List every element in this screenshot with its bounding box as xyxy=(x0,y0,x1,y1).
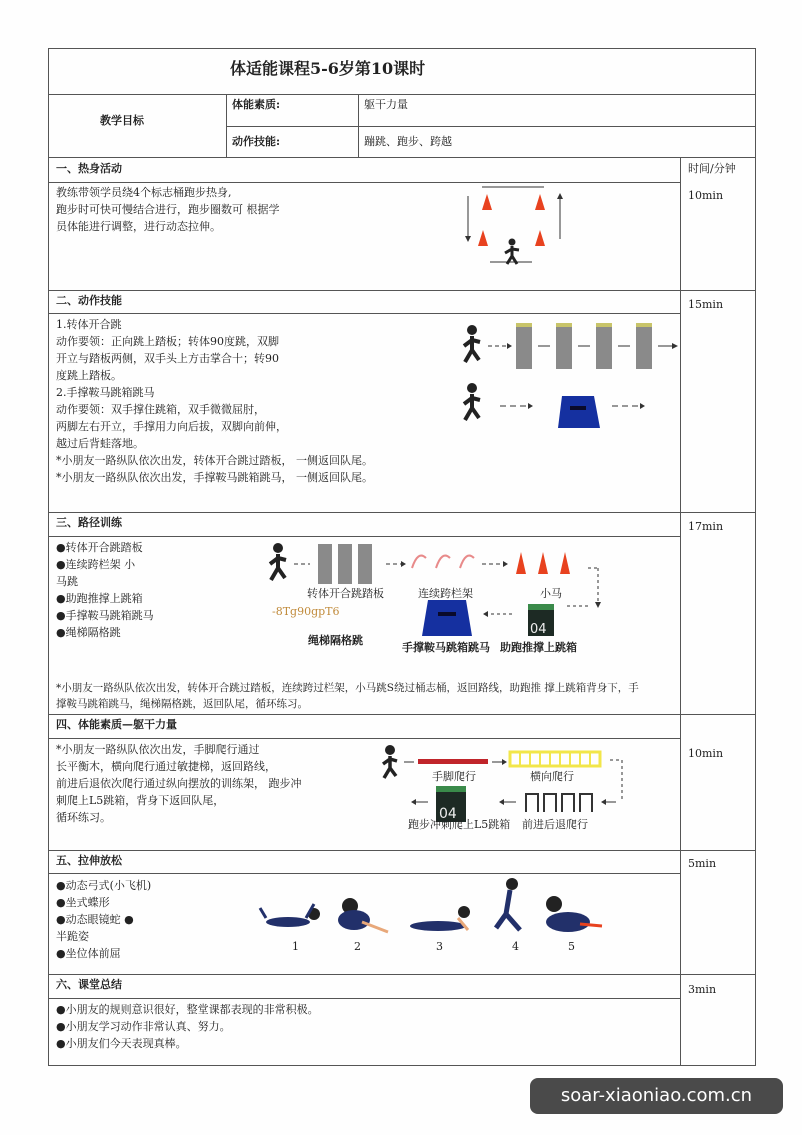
fig-label: 5 xyxy=(568,940,575,953)
fig-label: 小马 xyxy=(540,587,562,600)
fig-label: 助跑推撑上跳箱 xyxy=(500,641,577,654)
section-title-skills: 二、动作技能 xyxy=(56,294,122,307)
list-item: ●坐位体前屈 xyxy=(56,947,121,960)
section-title-summary: 六、课堂总结 xyxy=(56,978,122,991)
section-time-summary: 3min xyxy=(688,983,717,996)
warmup-diagram xyxy=(460,184,570,268)
text-line: 两脚左右开立，手撑用力向后拔，双脚向前伸， xyxy=(56,420,287,433)
stretch-diagram xyxy=(258,878,608,938)
list-item: 马跳 xyxy=(56,575,78,588)
text-line: 刺爬上L5跳箱，背身下返回队尾， xyxy=(56,794,225,807)
section-title-core: 四、体能素质—躯干力量 xyxy=(56,718,177,731)
text-line: 1.转体开合跳 xyxy=(56,318,122,331)
text-line: 动作要领：双手撑住跳箱，双手微微屈肘， xyxy=(56,403,265,416)
fig-label: 1 xyxy=(292,940,299,953)
section-time-core: 10min xyxy=(688,747,724,760)
section-title-path: 三、路径训练 xyxy=(56,516,122,529)
text-line: 越过后背蛙落地。 xyxy=(56,437,144,450)
text-line: 2.手撑鞍马跳箱跳马 xyxy=(56,386,155,399)
list-item: ●坐式蝶形 xyxy=(56,896,110,909)
list-item: ●动态眼镜蛇 ● xyxy=(56,913,134,926)
list-item: ●助跑推撑上跳箱 xyxy=(56,592,143,605)
text-line: 教练带领学员绕4个标志桶跑步热身, xyxy=(56,186,232,199)
text-line: 撑鞍马跳箱跳马，绳梯隔格跳，返回队尾，循环练习。 xyxy=(56,698,308,710)
list-item: ●动态弓式(小飞机) xyxy=(56,879,152,892)
goals-label: 教学目标 xyxy=(100,114,144,127)
fig-label: 2 xyxy=(354,940,361,953)
list-item: ●小朋友的规则意识很好，整堂课都表现的非常积极。 xyxy=(56,1003,319,1016)
page-title: 体适能课程5-6岁第10课时 xyxy=(230,59,426,78)
text-line: *小朋友一路纵队依次出发，手脚爬行通过 xyxy=(56,743,260,756)
skills-diagram xyxy=(460,318,682,430)
box-number: 04 xyxy=(439,806,457,822)
text-line: 度跳上踏板。 xyxy=(56,369,122,382)
goal-key-fitness: 体能素质: xyxy=(232,98,281,111)
section-title-stretch: 五、拉伸放松 xyxy=(56,854,122,867)
list-item: 半跪姿 xyxy=(56,930,89,943)
text-line: 长平衡木，横向爬行通过敏捷梯，返回路线， xyxy=(56,760,276,773)
text-line: *小朋友一路纵队依次出发，手撑鞍马跳箱跳马， 一侧返回队尾。 xyxy=(56,471,373,484)
fig-label: 手撑鞍马跳箱跳马 xyxy=(402,641,490,654)
text-line: 动作要领：正向跳上踏板；转体90度跳，双脚 xyxy=(56,335,279,348)
time-header: 时间/分钟 xyxy=(688,162,736,175)
fig-label: 前进后退爬行 xyxy=(522,818,588,831)
section-time-path: 17min xyxy=(688,520,724,533)
box-number: 04 xyxy=(530,622,547,637)
list-item: ●转体开合跳踏板 xyxy=(56,541,143,554)
fig-label: 3 xyxy=(436,940,443,953)
text-line: 循环练习。 xyxy=(56,811,111,824)
list-item: ●连续跨栏架 小 xyxy=(56,558,136,571)
fig-label: 4 xyxy=(512,940,519,953)
text-line: *小朋友一路纵队依次出发，转体开合跳过踏板， 一侧返回队尾。 xyxy=(56,454,373,467)
watermark: soar-xiaoniao.com.cn xyxy=(530,1078,783,1114)
fig-label: 跑步冲刺爬上L5跳箱 xyxy=(408,818,511,831)
fig-label: 连续跨栏架 xyxy=(418,587,473,600)
goal-value-fitness: 躯干力量 xyxy=(364,98,408,111)
section-time-skills: 15min xyxy=(688,298,724,311)
goal-key-skill: 动作技能: xyxy=(232,135,281,148)
fig-label: 绳梯隔格跳 xyxy=(308,634,363,647)
section-time-stretch: 5min xyxy=(688,857,717,870)
text-line: 前进后退依次爬行通过纵向摆放的训练架， 跑步冲 xyxy=(56,777,302,790)
text-line: *小朋友一路纵队依次出发，转体开合跳过踏板，连续跨过栏架，小马跳S绕过桶志桶，返回路线，助跑推 撑上跳箱背身下，手 xyxy=(56,682,639,694)
fig-label: 手脚爬行 xyxy=(432,770,476,783)
fig-label: 转体开合跳踏板 xyxy=(307,587,384,600)
list-item: ●手撑鞍马跳箱跳马 xyxy=(56,609,154,622)
list-item: ●绳梯隔格跳 xyxy=(56,626,121,639)
list-item: ●小朋友们今天表现真棒。 xyxy=(56,1037,187,1050)
goal-value-skill: 蹦跳、跑步、跨越 xyxy=(364,135,452,148)
fig-label: 横向爬行 xyxy=(530,770,574,783)
text-line: 跑步时可快可慢结合进行，跑步圈数可 根据学 xyxy=(56,203,280,216)
fig-label: -8Tg90gpT6 xyxy=(272,605,340,618)
section-time-warmup: 10min xyxy=(688,189,724,202)
list-item: ●小朋友学习动作非常认真、努力。 xyxy=(56,1020,231,1033)
text-line: 开立与踏板两侧，双手头上方击掌合十；转90 xyxy=(56,352,279,365)
section-title-warmup: 一、热身活动 xyxy=(56,162,122,175)
text-line: 员体能进行调整，进行动态拉伸。 xyxy=(56,220,221,233)
